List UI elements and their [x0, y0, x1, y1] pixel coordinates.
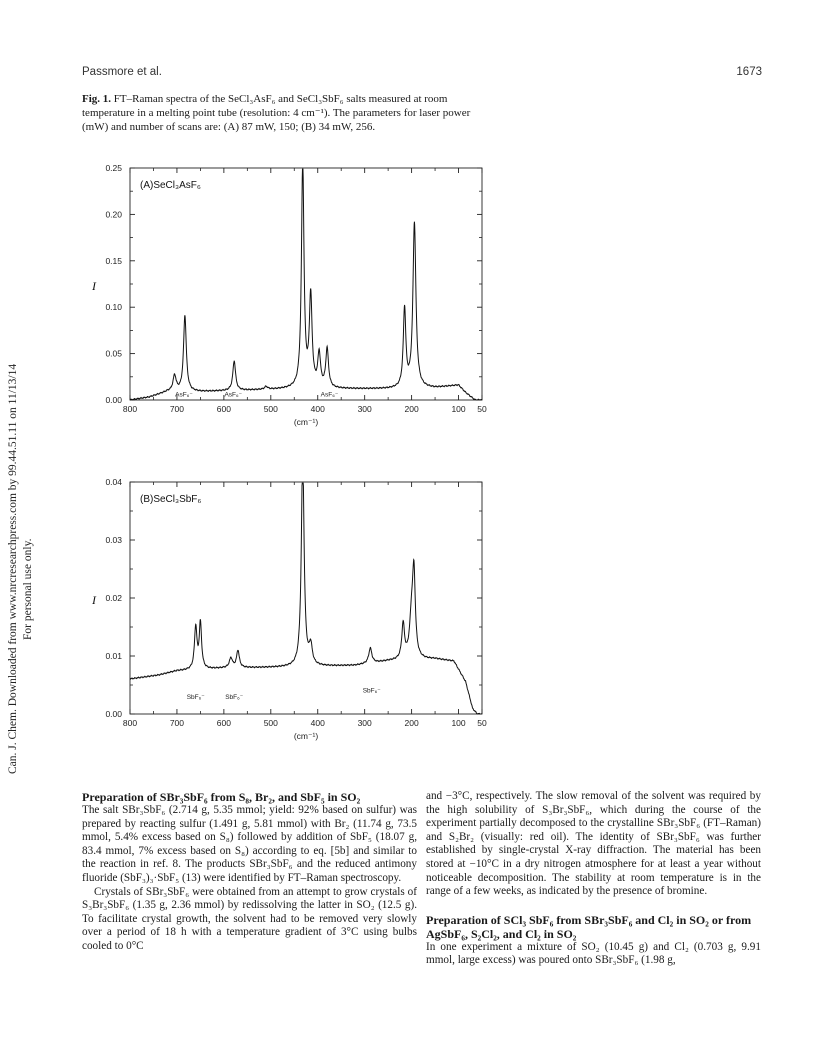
x-tick-label: 600 [216, 718, 231, 728]
y-tick-label: 0.10 [105, 302, 122, 313]
margin-note-line-1: Can. J. Chem. Downloaded from www.nrcresearchpress.com by 99.44.51.11 on 11/13/14 [7, 363, 19, 774]
peak-annotation: AsF₆⁻ [224, 391, 243, 399]
x-tick-label: 500 [263, 718, 278, 728]
peak-annotation: SbF₆⁻ [186, 693, 205, 701]
paragraph: and −3°C, respectively. The slow removal of the solvent was required by the high solubility of S₃Br₃SbF₆, which during the course of the experiment partially decomposed to the crystalline SBr₃SbF₆ (FT–Raman) and S₂Br₂ (visually: red oil). The identity of SBr₃SbF₆ was further established by single-crystal X-ray diffraction. The material has been stored at −10°C in a dry nitrogen atmosphere for at least a year without noticeable decomposition. The stability at room temperature is in the range of a few weeks, as indicated by the presence of bromine. [426, 790, 761, 898]
panel-label: (A)SeCl₃AsF₆ [140, 180, 201, 191]
download-margin-note [2, 260, 42, 780]
x-tick-label: 800 [122, 718, 138, 728]
x-tick-label: 50 [477, 718, 487, 728]
y-axis-label: I [92, 279, 96, 293]
running-head-authors: Passmore et al. [82, 66, 162, 78]
section-heading-scl3sbf6: Preparation of SCl₃ SbF₆ from SBr₃SbF₆ and Cl₂ in SO₂ or from AgSbF₆, S₂Cl₂, and Cl₂ in SO₂ [426, 912, 752, 941]
x-tick-label: 400 [310, 718, 325, 728]
paragraph: The salt SBr₃SbF₆ (2.714 g, 5.35 mmol; yield: 92% based on sulfur) was prepared by reacting sulfur (1.491 g, 5.81 mmol) with Br₂ (11.74 g, 73.5 mmol, 5.4% excess based on S₈) followed by addition of SbF₅ (18.07 g, 83.4 mmol, 7% excess based on S₈) according to eq. [5b] and similar to the reaction in ref. 8. The products SBr₃SbF₆ and the reduced antimony fluoride (SbF₃)₃·SbF₅ (13) were identified by FT–Raman spectroscopy. [82, 804, 417, 884]
x-tick-label: 700 [169, 718, 185, 728]
peak-annotation: SbF₆⁻ [225, 693, 244, 701]
raman-spectrum-b-svg [82, 474, 512, 749]
figure-label: Fig. 1. [82, 93, 112, 105]
x-tick-label: 400 [310, 404, 325, 414]
y-axis-label: I [92, 593, 96, 607]
y-tick-label: 0.04 [105, 477, 122, 487]
raman-spectrum-a [82, 160, 512, 435]
section-heading-sbr3sbf6: Preparation of SBr₃SbF₆ from S₈, Br₂, and SbF₅ in SO₂ [82, 790, 361, 804]
x-tick-label: 100 [451, 718, 466, 728]
paragraph: In one experiment a mixture of SO₂ (10.45 g) and Cl₂ (0.703 g, 9.91 mmol, large excess) was poured onto SBr₃SbF₆ (1.98 g, [426, 940, 761, 967]
y-tick-label: 0.05 [105, 348, 122, 359]
y-tick-label: 0.25 [105, 163, 122, 173]
y-tick-label: 0.20 [105, 209, 122, 220]
paragraph: Crystals of SBr₃SbF₆ were obtained from an attempt to grow crystals of S₃Br₃SbF₆ (1.35 g, 2.36 mmol) by redissolving the latter in SO₂ (12.5 g). To facilitate crystal growth, the solvent had to be removed very slowly over a period of 18 h with a temperature gradient of 3°C using bulbs cooled to 0°C [82, 885, 417, 952]
spectrum-line [130, 483, 482, 714]
x-tick-label: 50 [477, 404, 487, 414]
body-column-right [426, 790, 761, 968]
x-tick-label: 300 [357, 718, 372, 728]
spectrum-line [130, 169, 482, 400]
raman-spectrum-a-svg [82, 160, 512, 435]
panel-label: (B)SeCl₃SbF₆ [140, 494, 202, 505]
x-tick-label: 300 [357, 404, 372, 414]
margin-note-line-2: For personal use only. [22, 538, 34, 640]
y-tick-label: 0.01 [105, 651, 122, 661]
x-axis-label: (cm⁻¹) [293, 731, 319, 741]
y-tick-label: 0.02 [105, 593, 122, 603]
x-tick-label: 200 [404, 718, 419, 728]
peak-annotation: SbF₆⁻ [362, 687, 381, 695]
x-tick-label: 500 [263, 404, 278, 414]
y-tick-label: 0.00 [105, 709, 122, 719]
figure-caption [82, 92, 482, 134]
page-number: 1673 [736, 66, 762, 78]
x-tick-label: 600 [216, 404, 231, 414]
x-tick-label: 800 [122, 404, 138, 414]
x-tick-label: 200 [404, 404, 419, 414]
x-axis-label: (cm⁻¹) [293, 417, 319, 427]
peak-annotation: AsF₆⁻ [175, 391, 193, 399]
plot-frame [130, 482, 482, 714]
y-tick-label: 0.03 [105, 535, 122, 545]
x-tick-label: 700 [169, 404, 185, 414]
body-column-left [82, 790, 417, 954]
x-tick-label: 100 [451, 404, 466, 414]
figure-caption-text: FT–Raman spectra of the SeCl₃AsF₆ and SeCl₃SbF₆ salts measured at room temperature in a melting point tube (resolution: 4 cm⁻¹). The parameters for laser power (mW) and number of scans are: (A) 87 mW, 150; (B) 34 mW, 256. [82, 93, 471, 133]
y-tick-label: 0.00 [105, 395, 122, 405]
peak-annotation: AsF₆⁻ [320, 391, 339, 399]
y-tick-label: 0.15 [105, 255, 122, 266]
raman-spectrum-b [82, 474, 512, 749]
